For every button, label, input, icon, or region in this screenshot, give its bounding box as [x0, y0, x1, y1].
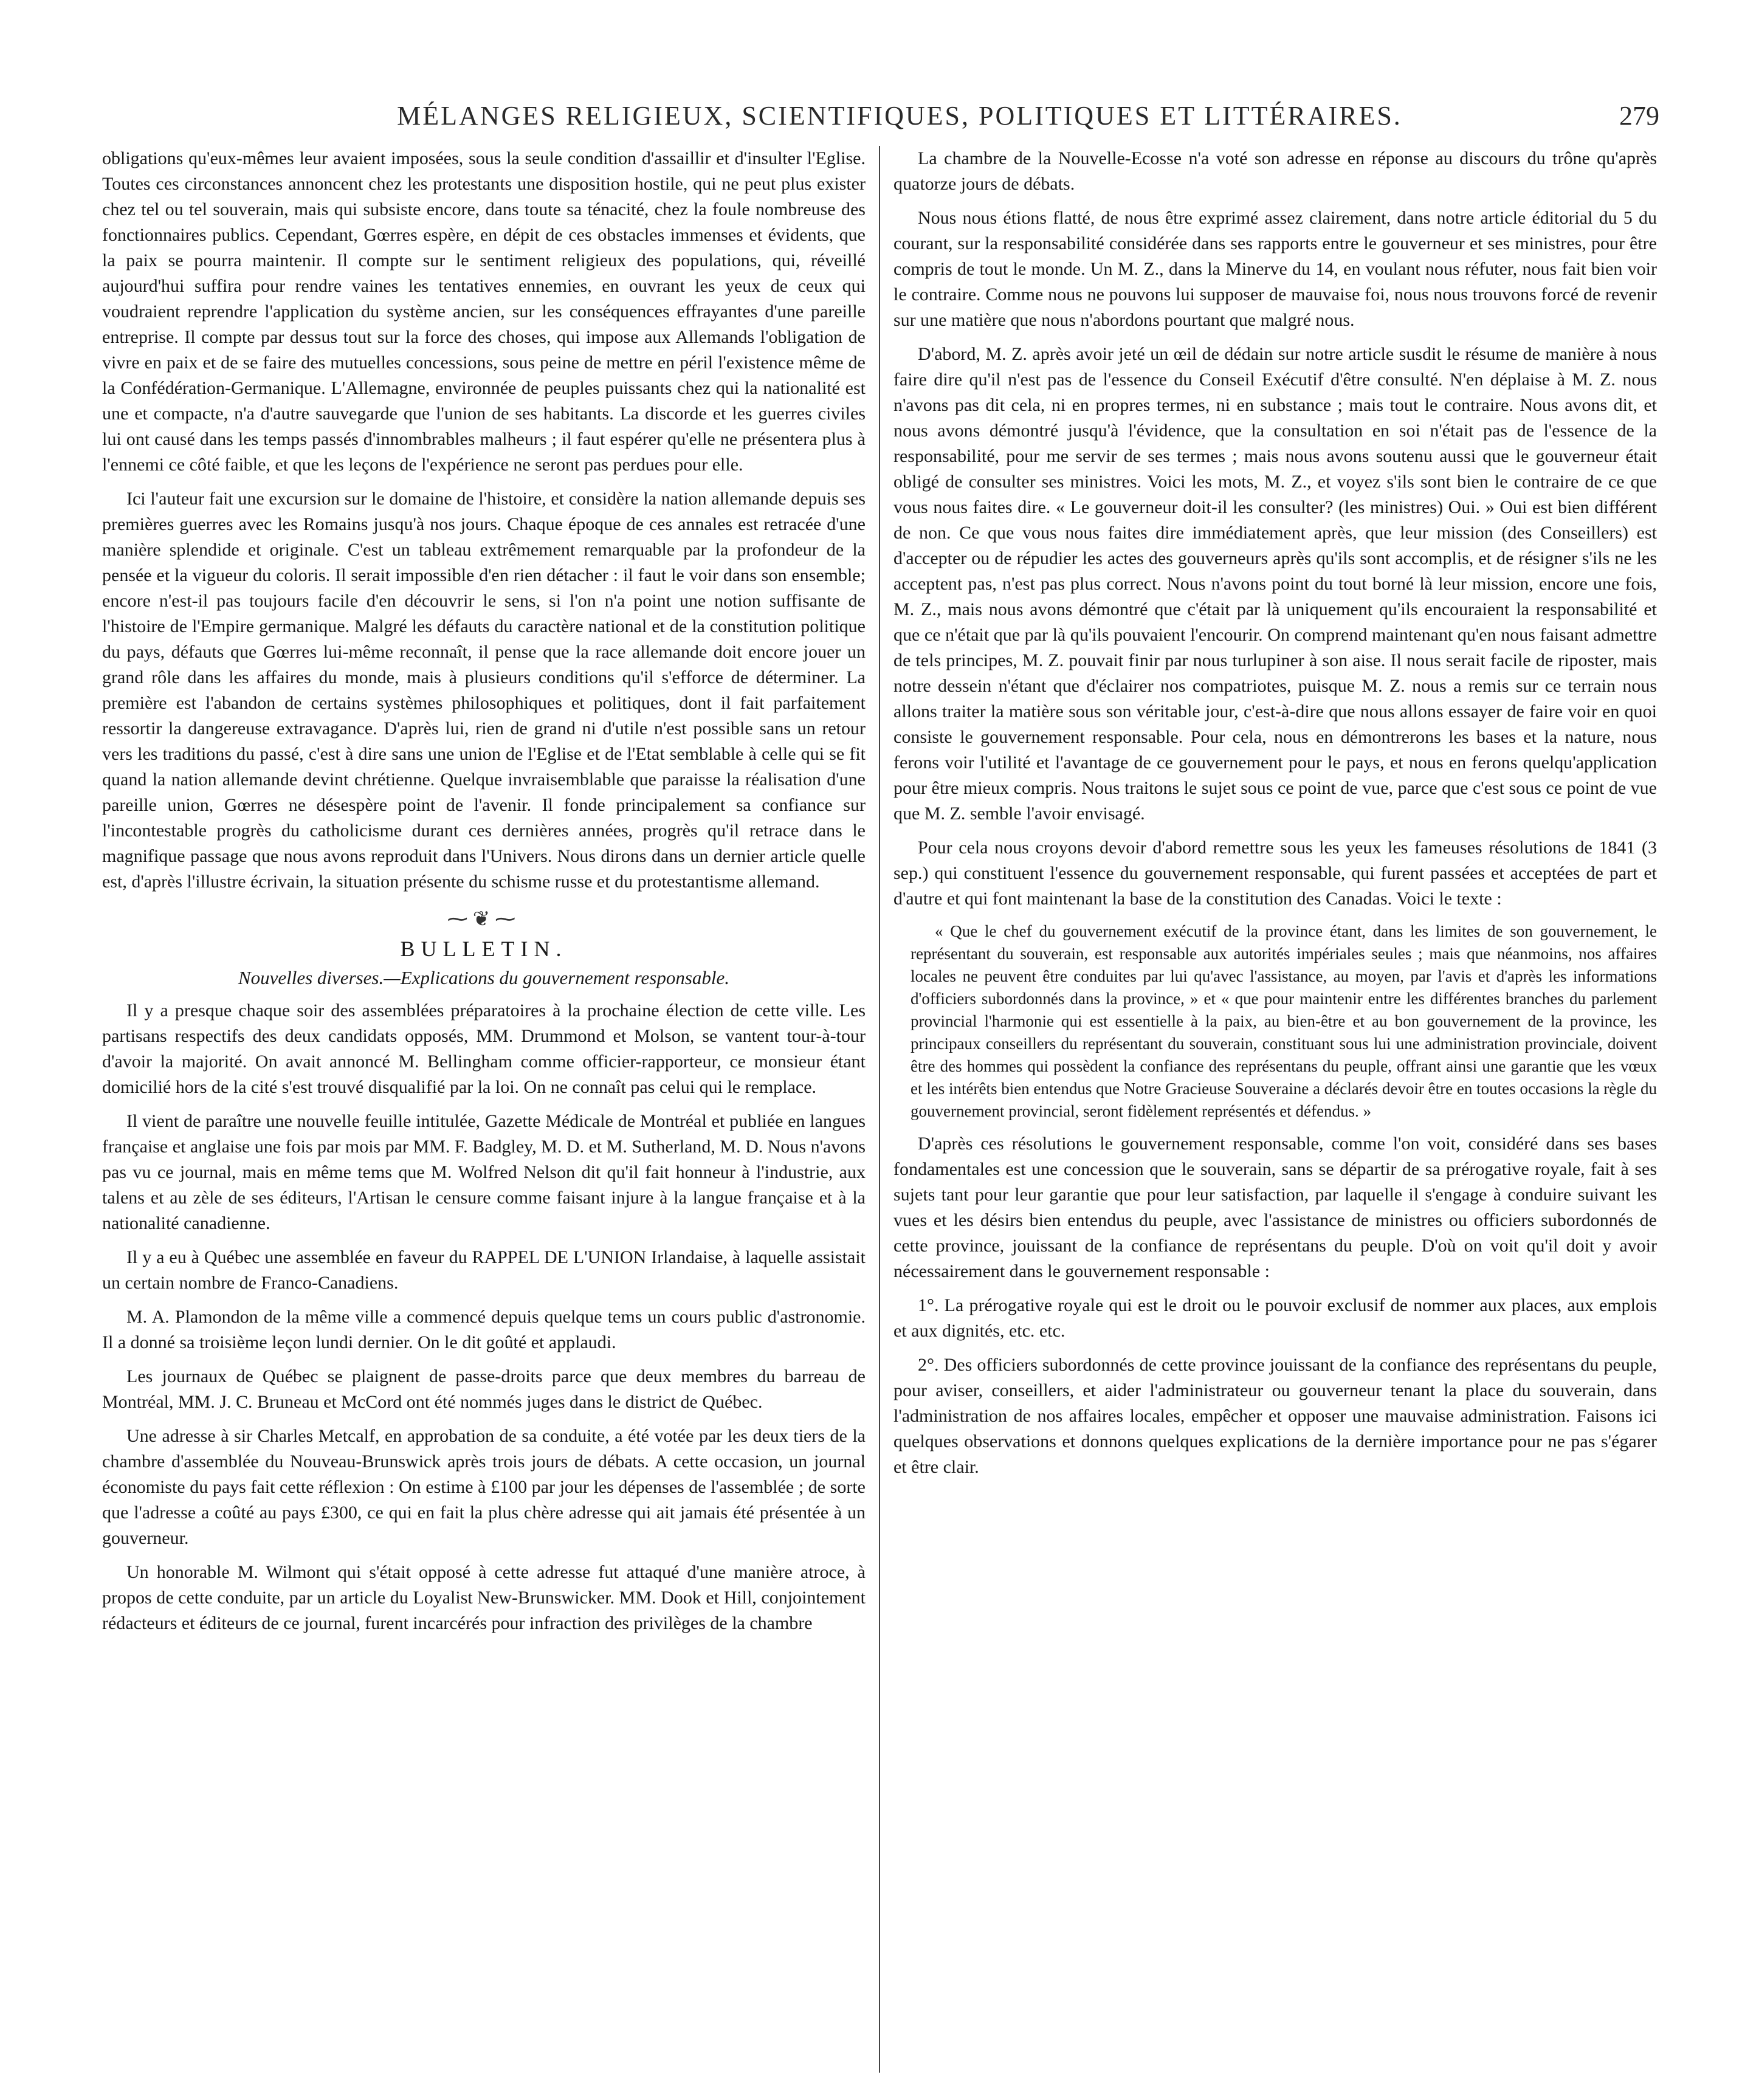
bulletin-heading: BULLETIN.: [400, 937, 568, 961]
news-item: M. A. Plamondon de la même ville a commencé depuis quelque tems un cours public d'astronomie. Il a donné sa troisième leçon lundi dernier. On le dit goûté et applaudi.: [102, 1307, 866, 1352]
numbered-point: 2°. Des officiers subordonnés de cette province jouissant de la confiance des représentans du peuple, pour aviser, conseillers, et aider l'administrateur ou gouverneur tenant la place du souverain, dans l'administration de nos affaires locales, empêcher et opposer une mauvaise administration. Faisons ici quelques observations et donnons quelques explications de la dernière importance pour ne pas s'égarer et être clair.: [893, 1355, 1657, 1477]
running-title: MÉLANGES RELIGIEUX, SCIENTIFIQUES, POLITIQUES ET LITTÉRAIRES.: [397, 101, 1402, 131]
numbered-point: 1°. La prérogative royale qui est le droit ou le pouvoir exclusif de nommer aux places, aux emplois et aux dignités, etc. etc.: [893, 1295, 1657, 1341]
page-header: [140, 100, 1659, 149]
page-number: 279: [1619, 101, 1659, 131]
article-paragraph: obligations qu'eux-mêmes leur avaient imposées, sous la seule condition d'assaillir et d'insulter l'Eglise. Toutes ces circonstances annoncent chez les protestants une disposition hostile, qui ne peut plus exister chez tel ou tel souverain, mais qui subsiste encore, dans toute sa ténacité, chez la foule nombreuse des fonctionnaires publics. Cependant, Gœrres espère, en dépit de ces obstacles immenses et évidents, que la paix se pourra maintenir. Il compte sur le sentiment religieux des populations, qui, réveillé aujourd'hui suffira pour rendre vaines les tentatives ennemies, en ouvrant les yeux de ceux qui voudraient reprendre l'application du système ancien, sur les conséquences effrayantes d'une pareille entreprise. Il compte par dessus tout sur la force des choses, qui impose aux Allemands l'obligation de vivre en paix et de se faire des mutuelles concessions, sous peine de mettre en péril l'existence même de la Confédération-Germanique. L'Allemagne, environnée de peuples puissants chez qui la nationalité est une et compacte, n'a d'autre sauvegarde que l'union de ses habitants. La discorde et les guerres civiles lui ont causé dans les temps passés d'innombrables malheurs ; il faut espérer qu'elle ne présentera plus à l'ennemi ce côté faible, et que les leçons de l'expérience ne seront pas perdues pour elle.: [102, 148, 866, 475]
news-item: Il y a eu à Québec une assemblée en faveur du RAPPEL DE L'UNION Irlandaise, à laquelle assistait un certain nombre de Franco-Canadiens.: [102, 1247, 866, 1293]
article-paragraph: Ici l'auteur fait une excursion sur le domaine de l'histoire, et considère la nation allemande depuis ses premières guerres avec les Romains jusqu'à nos jours. Chaque époque de ces annales est retracée d'une manière splendide et originale. C'est un tableau extrêmement remarquable par la profondeur de la pensée et la vigueur du coloris. Il serait impossible d'en rien détacher : il faut le voir dans son ensemble; encore n'est-il pas toujours facile d'en découvrir le sens, si l'on n'a point une notion suffisante de l'histoire de l'Empire germanique. Malgré les défauts du caractère national et de la constitution politique du pays, défauts que Gœrres lui-même reconnaît, il pense que la race allemande doit encore jouer un grand rôle dans les affaires du monde, mais à plusieurs conditions qu'il s'efforce de déterminer. La première est l'abandon de certains systèmes philosophiques et politiques, dont il fait parfaitement ressortir la dangereuse extravagance. D'après lui, rien de grand ni d'utile n'est possible sans un retour vers les traditions du passé, c'est à dire sans une union de l'Eglise et de l'Etat semblable à celle qui se fit quand la nation allemande devint chrétienne. Quelque invraisemblable que paraisse la réalisation d'une pareille union, Gœrres ne désespère point de l'avenir. Il fonde principalement sa confiance sur l'incontestable progrès du catholicisme durant ces dernières années, progrès qu'il retrace dans le magnifique passage que nous avons reproduit dans l'Univers. Nous dirons dans un dernier article quelle est, d'après l'illustre écrivain, la situation présente du schisme russe et du protestantisme allemand.: [102, 489, 866, 892]
resolutions-quote: « Que le chef du gouvernement exécutif de la province étant, dans les limites de son gouvernement, le représentant du souverain, est responsable aux autorités impériales seules ; mais que néanmoins, nos affaires locales ne peuvent être conduites par lui qu'avec l'assistance, au moyen, par l'avis et d'après les informations d'officiers subordonnés dans la province, » et « que pour maintenir entre les différentes branches du parlement provincial l'harmonie qui est essentielle à la paix, au bien-être et au bon gouvernement de la province, les principaux conseillers du représentant du souverain, constituant sous lui une administration provinciale, doivent être des hommes qui possèdent la confiance des représentans du peuple, offrant ainsi une garantie que les vœux et les intérêts bien entendus que Notre Gracieuse Souveraine a déclarés devoir être en toutes occasions la règle du gouvernement provincial, seront fidèlement représentés et défendus. »: [911, 922, 1657, 1120]
bulletin-ornament: ⁓❦⁓: [447, 908, 521, 931]
article-paragraph: Pour cela nous croyons devoir d'abord remettre sous les yeux les fameuses résolutions de 1841 (3 sep.) qui constituent l'essence du gouvernement responsable, qui furent passées et acceptées de part et d'autre et qui font maintenant la base de la constitution des Canadas. Voici le texte :: [893, 838, 1657, 909]
article-paragraph: La chambre de la Nouvelle-Ecosse n'a voté son adresse en réponse au discours du trône qu'après quatorze jours de débats.: [893, 148, 1657, 194]
news-item: Il vient de paraître une nouvelle feuille intitulée, Gazette Médicale de Montréal et publiée en langues française et anglaise une fois par mois par MM. F. Badgley, M. D. et M. Sutherland, M. D. Nous n'avons pas vu ce journal, mais en même tems que M. Wolfred Nelson dit qu'il fait honneur à l'industrie, aux talens et au zèle de ses éditeurs, l'Artisan le censure comme faisant injure à la langue française et à la nationalité canadienne.: [102, 1111, 866, 1233]
article-paragraph: D'après ces résolutions le gouvernement responsable, comme l'on voit, considéré dans ses bases fondamentales est une concession que le souverain, sans se départir de sa prérogative royale, fait à ses sujets tant pour leur garantie que pour leur satisfaction, par laquelle il s'engage à conduire suivant les vues et les désirs bien entendus du peuple, avec l'assistance de ministres ou officiers subordonnés de cette province, jouissant de la confiance de représentans du peuple. D'où on voit qu'il doit y avoir nécessairement dans le gouvernement responsable :: [893, 1134, 1657, 1281]
news-item: Un honorable M. Wilmont qui s'était opposé à cette adresse fut attaqué d'une manière atroce, à propos de cette conduite, par un article du Loyalist New-Brunswicker. MM. Dook et Hill, conjointement rédacteurs et éditeurs de ce journal, furent incarcérés pour infraction des privilèges de la chambre: [102, 1562, 866, 1633]
column-divider: [879, 146, 880, 2073]
news-item: Les journaux de Québec se plaignent de passe-droits parce que deux membres du barreau de Montréal, MM. J. C. Bruneau et McCord ont été nommés juges dans le district de Québec.: [102, 1366, 866, 1412]
news-item: Il y a presque chaque soir des assemblées préparatoires à la prochaine élection de cette ville. Les partisans respectifs des deux candidats opposés, MM. Drummond et Molson, se vantent tour-à-tour d'avoir la majorité. On avait annoncé M. Bellingham comme officier-rapporteur, ce monsieur étant domicilié hors de la cité s'est trouvé disqualifié par la loi. On ne connaît pas celui qui le remplace.: [102, 1000, 866, 1097]
news-item: Une adresse à sir Charles Metcalf, en approbation de sa conduite, a été votée par les deux tiers de la chambre d'assemblée du Nouveau-Brunswick après trois jours de débats. A cette occasion, un journal économiste du pays fait cette réflexion : On estime à £100 par jour les dépenses de l'assemblée ; de sorte que l'adresse a coûté au pays £300, ce qui en fait la plus chère adresse qui ait jamais été présentée à un gouverneur.: [102, 1426, 866, 1548]
bulletin-subtitle: Nouvelles diverses.—Explications du gouvernement responsable.: [238, 967, 730, 988]
right-column: [893, 146, 1657, 2079]
article-paragraph: Nous nous étions flatté, de nous être exprimé assez clairement, dans notre article éditorial du 5 du courant, sur la responsabilité considérée dans ses rapports entre le gouverneur et ses ministres, pour être compris de tout le monde. Un M. Z., dans la Minerve du 14, en voulant nous réfuter, nous fait bien voir le contraire. Comme nous ne pouvons lui supposer de mauvaise foi, nous nous trouvons forcé de revenir sur une matière que nous n'abordons pourtant que malgré nous.: [893, 208, 1657, 330]
left-column: [102, 146, 866, 2079]
article-paragraph: D'abord, M. Z. après avoir jeté un œil de dédain sur notre article susdit le résume de manière à nous faire dire qu'il n'est pas de l'essence du Conseil Exécutif d'être consulté. N'en déplaise à M. Z. nous n'avons pas dit cela, ni en propres termes, ni en substance ; mais tout le contraire. Nous avons dit, et nous avons démontré jusqu'à l'évidence, que la consultation en soi n'était pas de l'essence de la responsabilité, pour me servir de ses termes ; mais nous avons soutenu aussi que le gouverneur était obligé de consulter ses ministres. Voici les mots, M. Z., et voyez s'ils sont bien le contraire de ce que vous nous faites dire. « Le gouverneur doit-il les consulter? (les ministres) Oui. » Oui est bien différent de non. Ce que vous nous faites dire immédiatement après, que leur mission (des Conseillers) est d'accepter ou de répudier les actes des gouverneurs après qu'ils sont accomplis, et de résigner s'ils ne les acceptent pas, n'est pas plus correct. Nous n'avons point du tout borné là leur mission, encore une fois, M. Z., mais nous avons démontré que c'était par là uniquement qu'ils encouraient la responsabilité et que ce n'était que par là qu'ils pouvaient l'encourir. On comprend maintenant qu'en nous faisant admettre de tels principes, M. Z. pouvait finir par nous turlupiner à son aise. Il nous serait facile de riposter, mais notre dessein n'étant que d'éclairer nos compatriotes, puisque M. Z. nous a remis sur ce terrain nous allons traiter la matière sous son véritable jour, c'est-à-dire que nous allons essayer de faire voir en quoi consiste le gouvernement responsable. Pour cela, nous en démontrerons les bases et la nature, nous ferons voir l'utilité et l'avantage de ce gouvernement pour le pays, et nous en ferons quelqu'application pour être mieux compris. Nous traitons le sujet sous ce point de vue, parce que c'est sous ce point de vue que M. Z. semble l'avoir envisagé.: [893, 344, 1657, 824]
